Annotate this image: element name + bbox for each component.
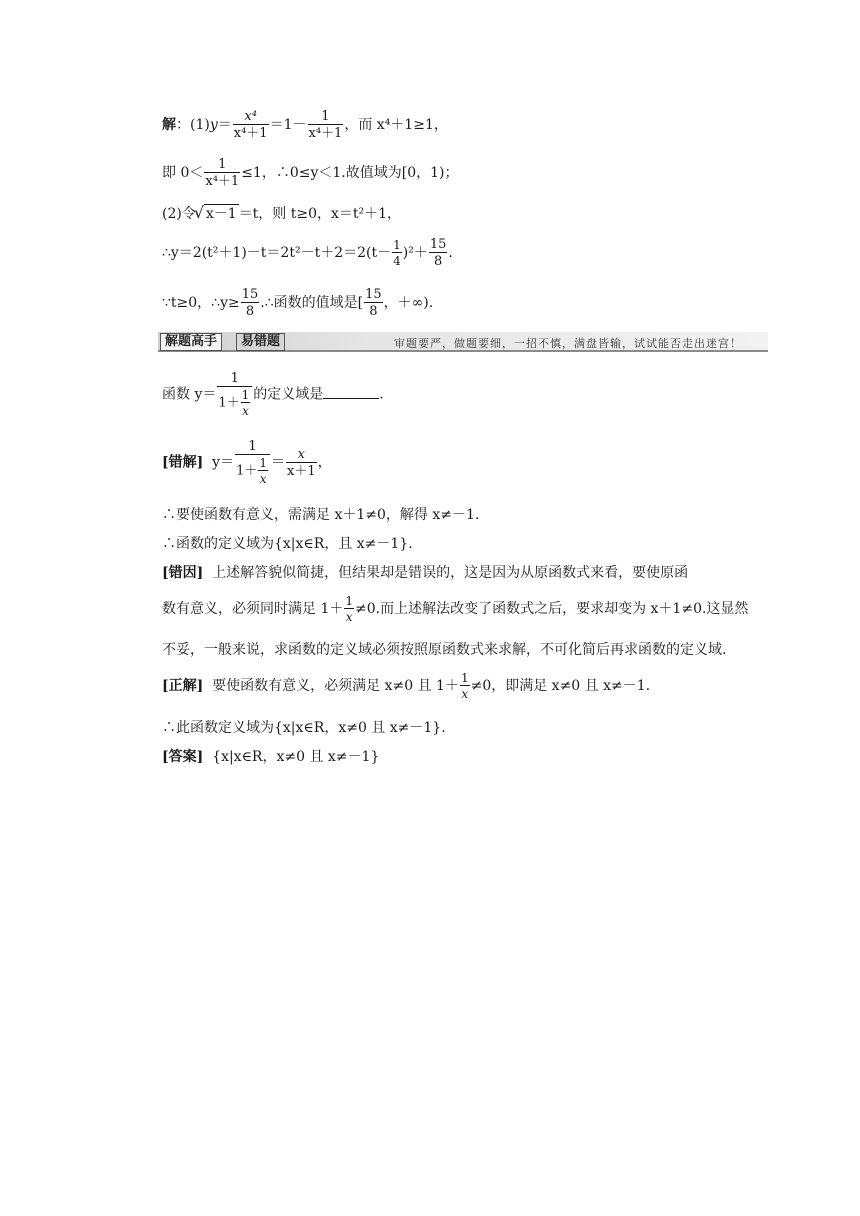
wrong-solution-line-3: ∴函数的定义域为{x|x∈R，且 x≠－1}. xyxy=(162,536,413,552)
fraction-quarter: $\frac{1}{4}$ xyxy=(393,238,401,268)
correct-line-1: [正解] 要使函数有意义，必须满足 x≠0 且 1＋ $\frac{1}{x}$ ≠0，即满足 x≠0 且 x≠－1. xyxy=(162,671,651,701)
solution-line-2: 即 0＜ $\frac{1}{\text{x⁴＋1}}$ ≤1，∴0≤y＜1.故值域为[0，1)； xyxy=(162,157,459,189)
fraction-15-over-8-b: $\frac{15}{8}$ xyxy=(241,287,259,319)
answer-text: {x|x∈R，x≠0 且 x≠－1} xyxy=(212,749,380,765)
banner-slogan: 审题要严，做题要细，一招不慎，满盘皆输，试试能否走出迷宫！ xyxy=(394,337,742,350)
fraction-problem: 1 1＋ $\frac{1}{x}$ xyxy=(217,372,252,417)
banner-tab-mistakes: 易错题 xyxy=(236,333,285,351)
solution-label: 解 xyxy=(162,117,176,133)
fraction-15-over-8: $\frac{15}{8}$ xyxy=(429,237,447,269)
wrong-label: [错解] xyxy=(162,454,204,471)
solution-part1-tail: ，而 x⁴＋1≥1， xyxy=(344,117,448,133)
cause-line-3: 不妥，一般来说，求函数的定义域必须按照原函数式来求解，不可化简后再求函数的定义域. xyxy=(162,642,727,658)
wrong-solution-line-1: [错解] y＝ 1 1＋ $\frac{1}{x}$ ＝ $\frac{x}{x+1}$ ， xyxy=(162,439,332,486)
cause-line-2: 数有意义，必须同时满足 1＋ $\frac{1}{x}$ ≠0.而上述解法改变了函数式之后，要求却变为 x＋1≠0.这显然 xyxy=(162,594,749,624)
banner-tab-expert: 解题高手 xyxy=(160,333,222,351)
wrong-solution-line-2: ∴要使函数有意义，需满足 x＋1≠0，解得 x≠－1. xyxy=(162,507,480,523)
correct-line-2: ∴此函数定义域为{x|x∈R，x≠0 且 x≠－1}. xyxy=(162,720,446,736)
fraction-1-over-x4p1-b: $\frac{1}{\text{x⁴＋1}}$ xyxy=(205,157,240,189)
fraction-1-over-x-b: $\frac{1}{x}$ xyxy=(460,671,469,701)
problem-statement: 函数 y＝ 1 1＋ $\frac{1}{x}$ 的定义域是 . xyxy=(162,371,384,418)
solution-line-5: ∵t≥0，∴y≥ $\frac{15}{8}$ .∴函数的值域是[ $\frac{15}{8}$ ，＋∞). xyxy=(162,287,434,319)
solution-line-3: (2)令√ x－1 ＝t，则 t≥0，x＝t²＋1， xyxy=(162,207,401,221)
fraction-1-over-x4p1: $\frac{1}{\text{x⁴＋1}}$ xyxy=(308,109,343,141)
solution-part1-intro: ：(1) xyxy=(176,117,210,133)
fraction-wrong-1: 1 1＋ $\frac{1}{x}$ xyxy=(235,440,270,485)
correct-label: [正解] xyxy=(162,678,204,694)
var-y: y xyxy=(209,117,218,133)
section-banner xyxy=(158,332,768,352)
cause-line-1: [错因] 上述解答貌似简捷，但结果却是错误的，这是因为从原函数式来看，要使原函 xyxy=(162,565,689,581)
solution-line-1: 解：(1)y＝ $\frac{\text{x⁴}}{\text{x⁴＋1}}$ ＝1－ $\frac{1}{\text{x⁴＋1}}$ ，而 x⁴＋1≥1， xyxy=(162,109,448,141)
fraction-wrong-2: $\frac{x}{x+1}$ xyxy=(287,446,316,479)
sqrt-expression: √ x－1 xyxy=(196,207,239,221)
fraction-x4-over-x4p1: $\frac{\text{x⁴}}{\text{x⁴＋1}}$ xyxy=(233,109,268,141)
cause-label: [错因] xyxy=(162,565,204,581)
fraction-1-over-x-a: $\frac{1}{x}$ xyxy=(345,594,353,624)
solution-line-4: ∴y＝2(t²＋1)－t＝2t²－t＋2＝2(t－ $\frac{1}{4}$ )²＋ $\frac{15}{8}$ . xyxy=(162,237,453,269)
answer-label: [答案] xyxy=(162,749,204,765)
answer-line xyxy=(162,750,379,764)
fraction-15-over-8-c: $\frac{15}{8}$ xyxy=(365,287,382,319)
answer-blank xyxy=(323,386,379,399)
